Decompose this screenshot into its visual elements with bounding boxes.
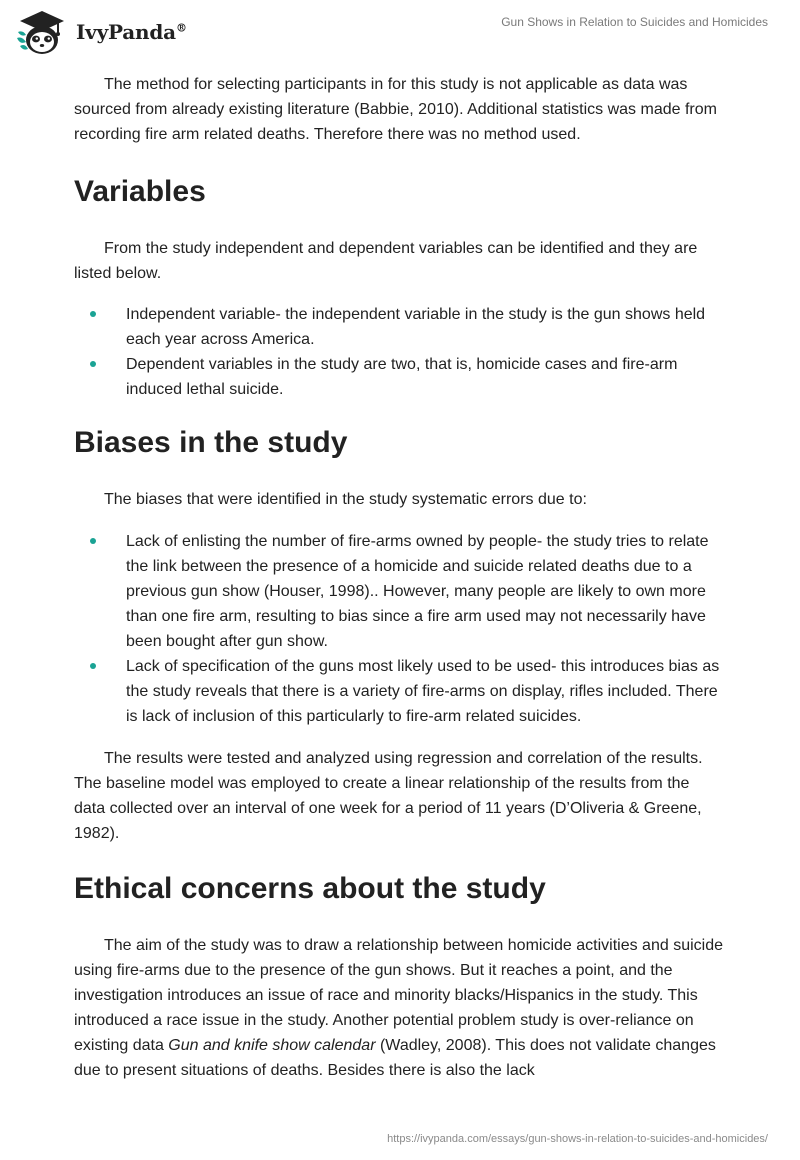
ethics-paragraph: The aim of the study was to draw a relationship between homicide activities and suicide using fire-arms due to the presence of the gun shows. But it reaches a point, and the investigation introduces an issue of race and minority blacks/Hispanics in the study. This introduced a race issue in the study. Another potential problem study is over-reliance on existing data Gun and knife show calendar (Wadley, 2008). This does not validate changes due to present situations of deaths. Besides there is also the lack xyxy=(74,937,723,1079)
running-title: Gun Shows in Relation to Suicides and Homicides xyxy=(501,15,768,29)
list-item: Independent variable- the independent variable in the study is the gun shows held each year across America. xyxy=(74,302,724,352)
brand-name: IvyPanda® xyxy=(76,20,187,44)
heading-biases: Biases in the study xyxy=(74,426,348,459)
results-paragraph: The results were tested and analyzed using regression and correlation of the results. The baseline model was employed to create a linear relationship of the results from the data collected over an interval of one week for a period of 11 years (D’Oliveria & Greene, 1982). xyxy=(74,750,703,842)
panda-graduate-icon xyxy=(14,8,70,56)
cited-title: Gun and knife show calendar xyxy=(168,1037,376,1054)
essay-content xyxy=(74,72,724,1083)
bullet-icon xyxy=(90,538,96,544)
variables-paragraph: From the study independent and dependent variables can be identified and they are listed below. xyxy=(74,240,698,282)
source-url[interactable]: https://ivypanda.com/essays/gun-shows-in-relation-to-suicides-and-homicides/ xyxy=(387,1133,768,1145)
intro-paragraph: The method for selecting participants in for this study is not applicable as data was sourced from already existing literature (Babbie, 2010). Additional statistics was made from recording fire arm related deaths. Therefore there was no method used. xyxy=(74,76,717,143)
ivypanda-logo[interactable] xyxy=(14,8,187,56)
page-header xyxy=(0,0,800,60)
biases-list xyxy=(74,529,724,729)
bullet-icon xyxy=(90,311,96,317)
variables-list xyxy=(74,302,724,402)
bullet-icon xyxy=(90,663,96,669)
heading-ethics: Ethical concerns about the study xyxy=(74,872,546,905)
biases-paragraph: The biases that were identified in the study systematic errors due to: xyxy=(104,491,587,508)
heading-variables: Variables xyxy=(74,175,206,208)
list-item: Lack of specification of the guns most likely used to be used- this introduces bias as the study reveals that there is a variety of fire-arms on display, rifles included. There is lack of inclusion of this particularly to fire-arm related suicides. xyxy=(74,654,724,729)
bullet-icon xyxy=(90,361,96,367)
list-item: Lack of enlisting the number of fire-arms owned by people- the study tries to relate the link between the presence of a homicide and suicide related deaths due to a previous gun show (Houser, 1998).. However, many people are likely to own more than one fire arm, resulting to bias since a fire arm used may not necessarily have been bought after gun show. xyxy=(74,529,724,654)
list-item: Dependent variables in the study are two, that is, homicide cases and fire-arm induced lethal suicide. xyxy=(74,352,724,402)
